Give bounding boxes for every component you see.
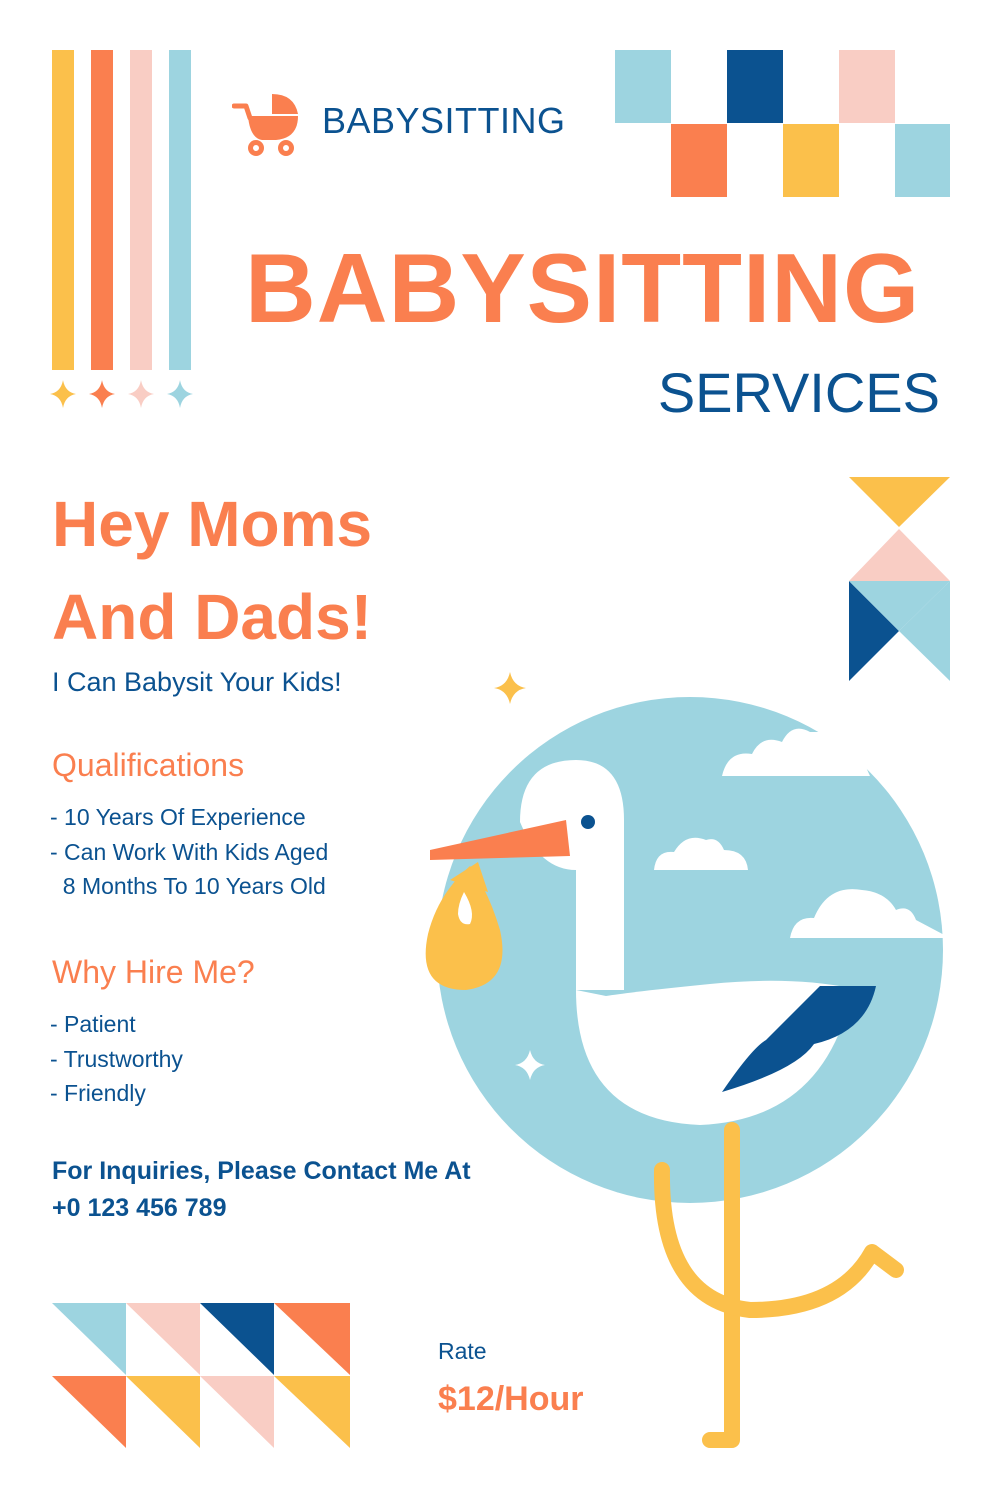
stork-illustration [410, 660, 960, 1460]
list-item: - Friendly [50, 1080, 146, 1106]
qualifications-list [50, 800, 328, 904]
list-item: - Trustworthy [50, 1045, 183, 1072]
brand-label: BABYSITTING [322, 100, 566, 141]
list-item: - 10 Years Of Experience [50, 804, 306, 830]
contact-block [52, 1153, 471, 1227]
list-item: 8 Months To 10 Years Old [50, 873, 326, 899]
headline-line-2: And Dads! [52, 581, 372, 653]
list-item: - Can Work With Kids Aged [50, 838, 329, 865]
sparkle-icon [494, 672, 526, 704]
sparkle-row-icon [48, 378, 198, 410]
checker-pattern-decoration [615, 50, 950, 197]
headline-line-1: Hey Moms [52, 488, 373, 560]
why-hire-list [50, 1007, 183, 1111]
rate-value: $12/Hour [438, 1380, 584, 1418]
main-title: BABYSITTING [245, 233, 921, 343]
qualifications-title: Qualifications [52, 747, 245, 783]
contact-text: For Inquiries, Please Contact Me At [52, 1157, 471, 1185]
stripe-pink [130, 50, 152, 370]
stripe-yellow [52, 50, 74, 370]
rate-label: Rate [438, 1338, 487, 1364]
contact-phone: +0 123 456 789 [52, 1194, 227, 1222]
tagline: I Can Babysit Your Kids! [52, 667, 342, 697]
list-item: - Patient [50, 1011, 136, 1037]
subtitle: SERVICES [657, 361, 940, 424]
stripe-orange [91, 50, 113, 370]
headline [52, 478, 372, 664]
stripe-blue [169, 50, 191, 370]
triangle-grid-decoration [52, 1303, 350, 1448]
why-hire-title: Why Hire Me? [52, 954, 255, 990]
triangle-pattern-decoration [849, 477, 950, 682]
stroller-icon [232, 90, 302, 158]
